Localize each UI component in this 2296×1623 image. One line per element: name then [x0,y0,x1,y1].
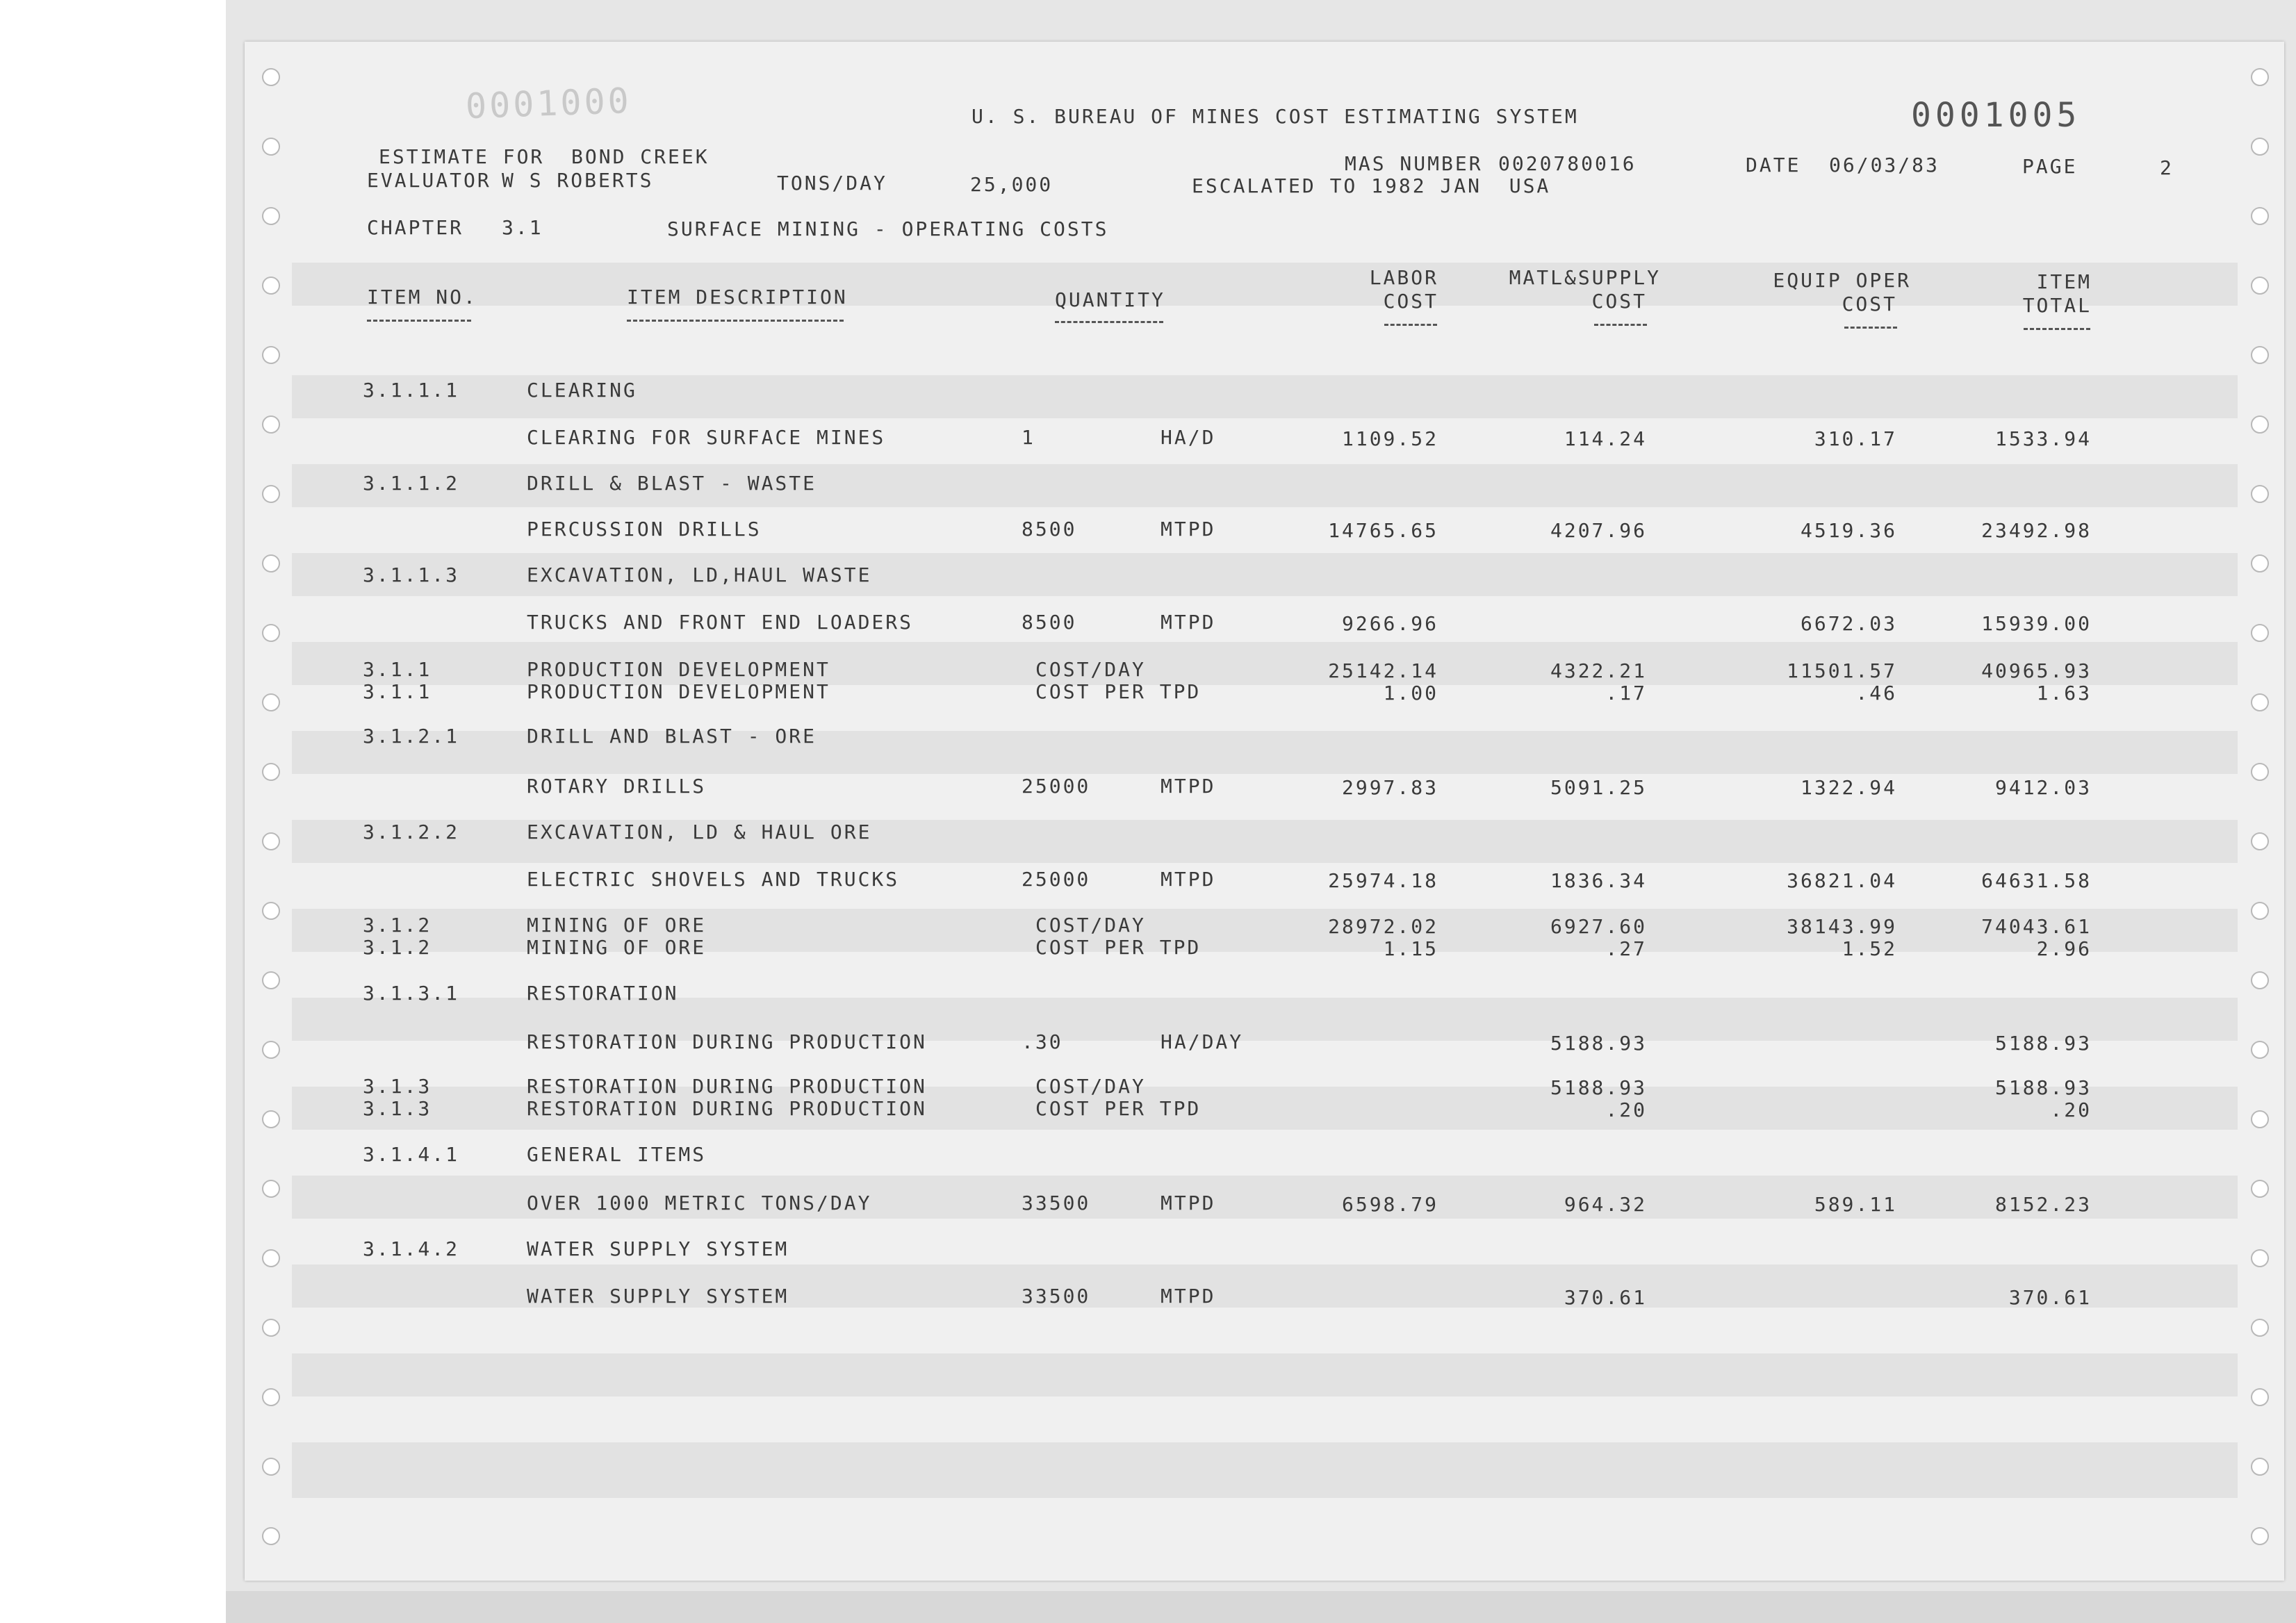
tractor-feed-hole [2251,485,2269,503]
tractor-feed-hole [262,902,280,920]
row-item-number: 3.1.1.1 [363,379,460,402]
row-description: RESTORATION [527,982,679,1005]
tractor-feed-hole [2251,207,2269,225]
estimate-for-label: ESTIMATE FOR [379,145,545,168]
row-quantity: 8500 [1022,518,1077,541]
tractor-feed-hole [262,763,280,781]
tractor-feed-hole [2251,1458,2269,1476]
date-value: 06/03/83 [1829,154,1940,176]
row-matl-supply-cost: 4207.96 [1550,519,1647,542]
row-matl-supply-cost: 370.61 [1564,1286,1647,1309]
row-item-number: 3.1.2 [363,914,432,937]
row-matl-supply-cost: 964.32 [1564,1193,1647,1216]
row-item-total: 40965.93 [1981,659,2092,682]
chapter-title: SURFACE MINING - OPERATING COSTS [667,217,1109,240]
row-description: WATER SUPPLY SYSTEM [527,1285,789,1308]
row-quantity-basis: COST PER TPD [1035,1097,1202,1120]
row-matl-supply-cost: 114.24 [1564,427,1647,450]
row-description: PERCUSSION DRILLS [527,518,762,541]
col-underline-quantity [1055,321,1163,323]
row-matl-supply-cost: .27 [1605,937,1647,960]
tractor-feed-hole [2251,832,2269,850]
row-labor-cost: 28972.02 [1328,915,1438,938]
tractor-feed-hole [2251,1110,2269,1128]
row-item-total: 1533.94 [1994,427,2092,450]
tractor-feed-hole [2251,763,2269,781]
row-description: PRODUCTION DEVELOPMENT [527,658,830,681]
tractor-feed-hole [2251,971,2269,989]
row-unit: HA/D [1161,426,1216,449]
date-label: DATE [1746,154,1801,176]
row-description: GENERAL ITEMS [527,1143,707,1166]
row-labor-cost: 1109.52 [1341,427,1438,450]
row-item-number: 3.1.1.3 [363,563,460,586]
row-item-total: 2.96 [2036,937,2092,960]
col-header-labor-1: LABOR [1369,266,1438,289]
tractor-feed-hole [2251,277,2269,295]
row-matl-supply-cost: 5188.93 [1550,1076,1647,1099]
tractor-feed-hole [262,138,280,156]
tractor-feed-hole [2251,1180,2269,1198]
tractor-feed-hole [262,624,280,642]
row-quantity: .30 [1022,1030,1063,1053]
evaluator-value: W S ROBERTS [502,169,654,192]
tractor-feed-hole [262,68,280,86]
row-equip-oper-cost: 36821.04 [1787,869,1897,892]
tractor-feed-hole [262,1527,280,1545]
row-quantity: 25000 [1022,775,1091,798]
tractor-feed-hole [262,1180,280,1198]
system-title: U. S. BUREAU OF MINES COST ESTIMATING SYSTEM [971,105,1579,128]
row-description: EXCAVATION, LD & HAUL ORE [527,821,872,843]
row-item-total: 74043.61 [1981,915,2092,938]
tractor-feed-hole [262,693,280,711]
tractor-feed-hole [262,415,280,434]
row-description: ROTARY DRILLS [527,775,707,798]
mas-number-label: MAS NUMBER [1345,152,1483,175]
row-quantity-basis: COST PER TPD [1035,936,1202,959]
row-item-total: .20 [2050,1098,2092,1121]
row-unit: MTPD [1161,868,1216,891]
row-labor-cost: 1.00 [1383,682,1438,705]
row-item-number: 3.1.4.1 [363,1143,460,1166]
row-equip-oper-cost: 11501.57 [1787,659,1897,682]
col-header-matl-1: MATL&SUPPLY [1509,266,1661,289]
tractor-feed-hole [2251,138,2269,156]
row-item-number: 3.1.2.2 [363,821,460,843]
page-label: PAGE [2022,155,2078,178]
tractor-feed-hole [262,554,280,572]
tractor-feed-hole [2251,693,2269,711]
row-matl-supply-cost: 4322.21 [1550,659,1647,682]
row-unit: MTPD [1161,775,1216,798]
col-header-equip-2: COST [1842,293,1897,315]
row-unit: MTPD [1161,1192,1216,1214]
faint-serial-number: 0001000 [465,80,632,127]
row-item-number: 3.1.2 [363,936,432,959]
row-description: CLEARING [527,379,637,402]
tons-day-value: 25,000 [970,173,1053,196]
row-item-number: 3.1.4.2 [363,1237,460,1260]
row-matl-supply-cost: .17 [1605,682,1647,705]
row-matl-supply-cost: 5188.93 [1550,1032,1647,1055]
row-equip-oper-cost: 4519.36 [1800,519,1897,542]
col-underline-equip [1844,327,1897,329]
page-number: 2 [2160,156,2174,179]
row-description: PRODUCTION DEVELOPMENT [527,680,830,703]
row-description: RESTORATION DURING PRODUCTION [527,1030,927,1053]
scanner-edge [226,1591,2296,1623]
chapter-number: 3.1 [502,216,543,239]
row-description: TRUCKS AND FRONT END LOADERS [527,611,914,634]
tractor-feed-hole [2251,68,2269,86]
row-item-total: 370.61 [2008,1286,2092,1309]
tractor-feed-hole [2251,624,2269,642]
row-equip-oper-cost: 1.52 [1842,937,1897,960]
row-labor-cost: 25974.18 [1328,869,1438,892]
row-matl-supply-cost: 5091.25 [1550,776,1647,799]
tractor-feed-hole [2251,1041,2269,1059]
col-header-matl-2: COST [1591,290,1647,313]
row-equip-oper-cost: .46 [1855,682,1897,705]
paper-band [292,1353,2238,1397]
col-header-equip-1: EQUIP OPER [1773,269,1911,292]
col-underline-matl [1594,324,1647,326]
row-quantity: 8500 [1022,611,1077,634]
row-equip-oper-cost: 1322.94 [1800,776,1897,799]
row-labor-cost: 2997.83 [1341,776,1438,799]
row-description: MINING OF ORE [527,936,707,959]
paper-band [292,1442,2238,1498]
tractor-feed-hole [262,1041,280,1059]
row-item-number: 3.1.1.2 [363,472,460,495]
row-description: WATER SUPPLY SYSTEM [527,1237,789,1260]
col-underline-labor [1384,324,1437,326]
mas-number-value: 0020780016 [1498,152,1637,175]
row-equip-oper-cost: 38143.99 [1787,915,1897,938]
row-item-total: 1.63 [2036,682,2092,705]
row-quantity: 33500 [1022,1192,1091,1214]
row-matl-supply-cost: 1836.34 [1550,869,1647,892]
row-item-number: 3.1.3 [363,1097,432,1120]
tractor-feed-hole [262,1319,280,1337]
tractor-feed-hole [2251,1527,2269,1545]
row-matl-supply-cost: 6927.60 [1550,915,1647,938]
tractor-feed-hole [2251,554,2269,572]
col-underline-total [2024,328,2090,330]
tractor-feed-hole [2251,346,2269,364]
col-header-quantity: QUANTITY [1055,288,1165,311]
chapter-label: CHAPTER [367,216,464,239]
tractor-feed-hole [262,1110,280,1128]
row-quantity-basis: COST/DAY [1035,1075,1146,1098]
row-description: DRILL AND BLAST - ORE [527,725,817,748]
row-equip-oper-cost: 310.17 [1814,427,1897,450]
tractor-feed-hole [262,277,280,295]
tractor-feed-hole [262,207,280,225]
row-quantity-basis: COST/DAY [1035,658,1146,681]
row-unit: MTPD [1161,1285,1216,1308]
row-matl-supply-cost: .20 [1605,1098,1647,1121]
escalated-note: ESCALATED TO 1982 JAN USA [1192,174,1551,197]
tractor-feed-hole [262,971,280,989]
row-equip-oper-cost: 6672.03 [1800,612,1897,635]
serial-number: 0001005 [1911,96,2081,135]
col-header-labor-2: COST [1383,290,1438,313]
row-description: MINING OF ORE [527,914,707,937]
row-unit: MTPD [1161,518,1216,541]
row-item-number: 3.1.1 [363,680,432,703]
estimate-for-value: BOND CREEK [571,145,710,168]
row-equip-oper-cost: 589.11 [1814,1193,1897,1216]
tractor-feed-hole [2251,1388,2269,1406]
row-item-total: 5188.93 [1994,1032,2092,1055]
col-header-total-1: ITEM [2036,270,2092,293]
row-quantity: 33500 [1022,1285,1091,1308]
tractor-feed-hole [262,346,280,364]
tractor-feed-hole [2251,415,2269,434]
tractor-feed-hole [2251,1319,2269,1337]
col-header-item-no: ITEM NO. [367,286,477,308]
row-quantity-basis: COST PER TPD [1035,680,1202,703]
row-item-number: 3.1.3 [363,1075,432,1098]
row-quantity-basis: COST/DAY [1035,914,1146,937]
col-underline-item-no [367,320,471,322]
row-labor-cost: 1.15 [1383,937,1438,960]
row-description: RESTORATION DURING PRODUCTION [527,1097,927,1120]
tractor-feed-hole [262,1249,280,1267]
col-underline-item-desc [627,320,844,322]
row-item-number: 3.1.3.1 [363,982,460,1005]
row-item-total: 9412.03 [1994,776,2092,799]
row-item-number: 3.1.1 [363,658,432,681]
row-unit: MTPD [1161,611,1216,634]
evaluator-label: EVALUATOR [367,169,491,192]
tractor-feed-hole [262,1458,280,1476]
row-description: RESTORATION DURING PRODUCTION [527,1075,927,1098]
row-item-total: 23492.98 [1981,519,2092,542]
row-description: OVER 1000 METRIC TONS/DAY [527,1192,872,1214]
col-header-item-desc: ITEM DESCRIPTION [627,286,848,308]
row-description: CLEARING FOR SURFACE MINES [527,426,886,449]
row-labor-cost: 6598.79 [1341,1193,1438,1216]
tractor-feed-hole [262,1388,280,1406]
row-quantity: 1 [1022,426,1035,449]
row-labor-cost: 9266.96 [1341,612,1438,635]
col-header-total-2: TOTAL [2022,294,2092,317]
tractor-feed-hole [2251,902,2269,920]
row-item-total: 15939.00 [1981,612,2092,635]
row-labor-cost: 14765.65 [1328,519,1438,542]
row-description: DRILL & BLAST - WASTE [527,472,817,495]
row-item-total: 64631.58 [1981,869,2092,892]
row-labor-cost: 25142.14 [1328,659,1438,682]
row-quantity: 25000 [1022,868,1091,891]
tractor-feed-hole [262,832,280,850]
tractor-feed-hole [2251,1249,2269,1267]
tons-day-label: TONS/DAY [777,172,887,195]
row-description: ELECTRIC SHOVELS AND TRUCKS [527,868,900,891]
row-unit: HA/DAY [1161,1030,1244,1053]
row-item-number: 3.1.2.1 [363,725,460,748]
row-item-total: 8152.23 [1994,1193,2092,1216]
row-item-total: 5188.93 [1994,1076,2092,1099]
tractor-feed-hole [262,485,280,503]
row-description: EXCAVATION, LD,HAUL WASTE [527,563,872,586]
